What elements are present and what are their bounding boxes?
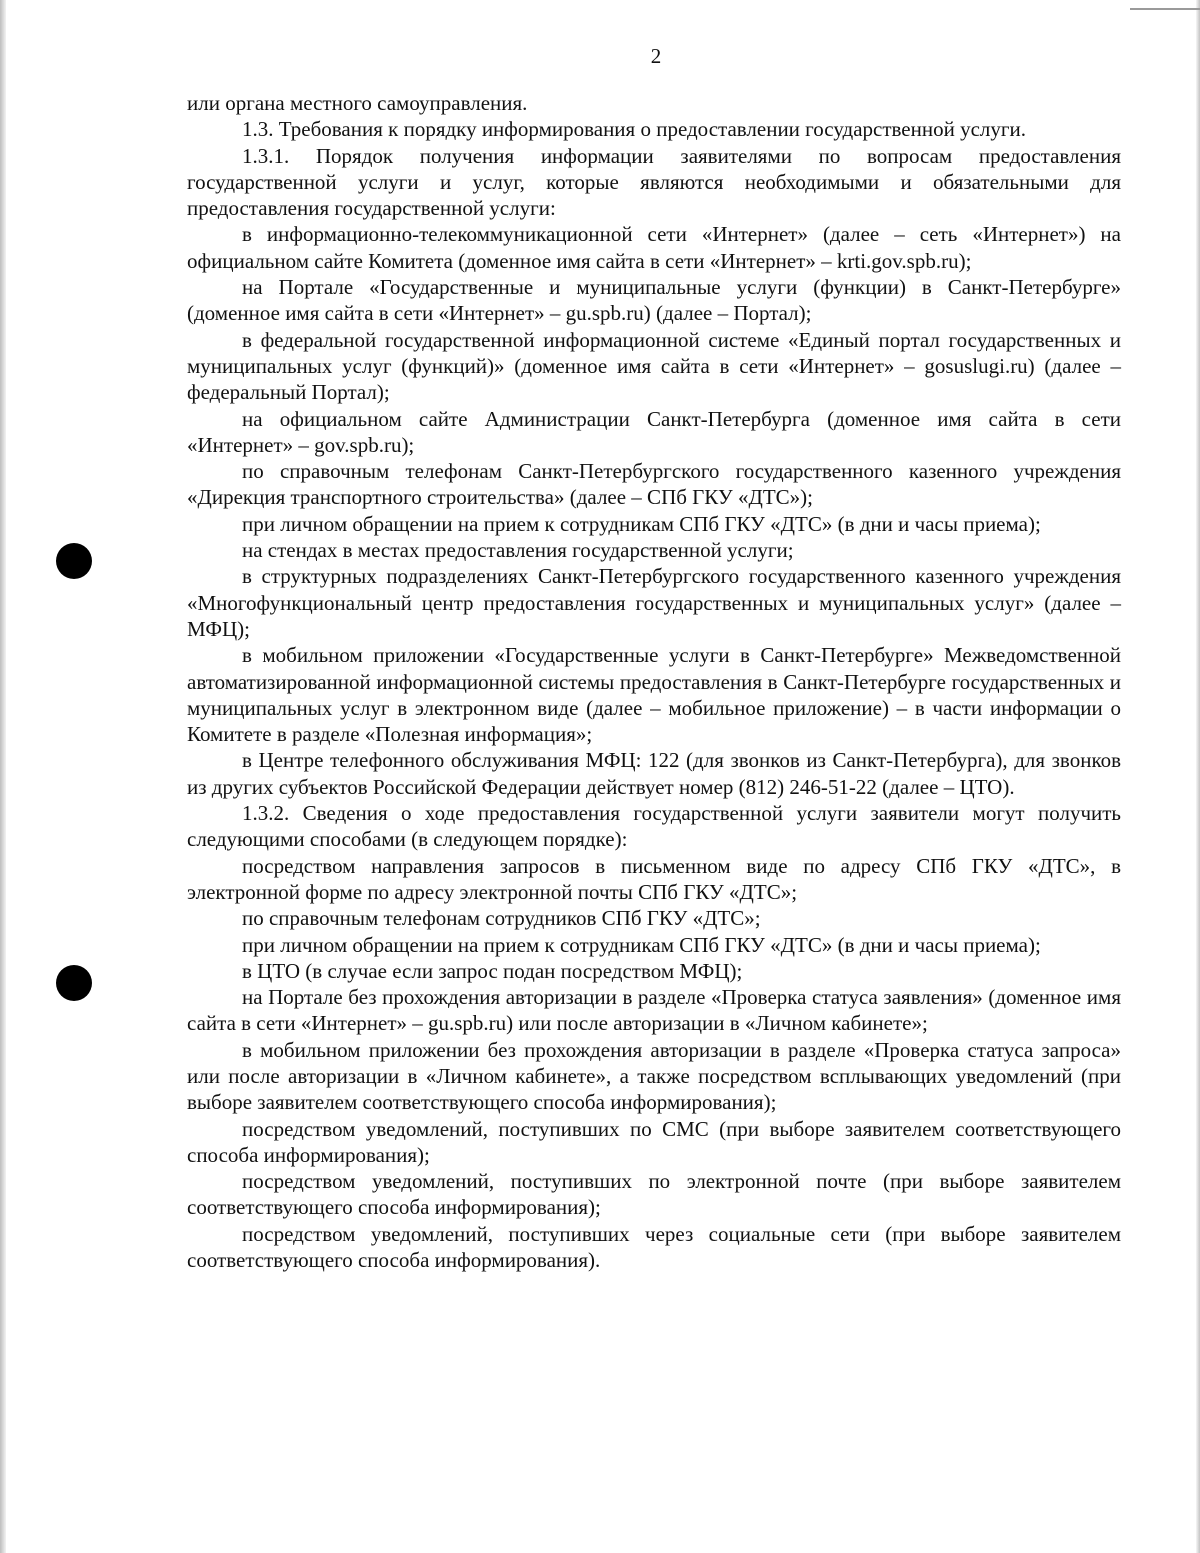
paragraph: в Центре телефонного обслуживания МФЦ: 122 (для звонков из Санкт-Петербурга), для звонков из других субъектов Российской Федерации действует номер (812) 246-51-22 (далее – ЦТО). [187,748,1121,799]
paragraph: посредством уведомлений, поступивших по СМС (при выборе заявителем соответствующего способа информирования); [187,1116,1121,1167]
scan-edge-left [0,0,6,1553]
paragraph: по справочным телефонам сотрудников СПб ГКУ «ДТС»; [242,906,761,931]
paragraph: в ЦТО (в случае если запрос подан посредством МФЦ); [242,958,743,983]
scan-edge-top [1130,8,1200,10]
paragraph: на Портале «Государственные и муниципальные услуги (функции) в Санкт-Петербурге» (доменное имя сайта в сети «Интернет» – gu.spb.ru) (далее – Портал); [187,275,1121,326]
paragraph: посредством уведомлений, поступивших через социальные сети (при выборе заявителем соответствующего способа информирования). [187,1221,1121,1273]
paragraph: 1.3.1. Порядок получения информации заявителями по вопросам предоставления государственной услуги и услуг, которые являются необходимыми и обязательными для предоставления государственной услуги: [187,143,1121,221]
paragraph: на стендах в местах предоставления государственной услуги; [242,538,794,563]
paragraph: 1.3.2. Сведения о ходе предоставления государственной услуги заявители могут получить следующими способами (в следующем порядке): [187,801,1121,852]
paragraph: в федеральной государственной информационной системе «Единый портал государственных и муниципальных услуг (функций)» (доменное имя сайта в сети «Интернет» – gosuslugi.ru) (далее – федеральный Портал); [187,327,1121,405]
paragraph: или органа местного самоуправления. [187,91,528,115]
paragraph: при личном обращении на прием к сотрудникам СПб ГКУ «ДТС» (в дни и часы приема); [242,932,1041,957]
punch-hole-upper [56,543,92,579]
paragraph: при личном обращении на прием к сотрудникам СПб ГКУ «ДТС» (в дни и часы приема); [242,511,1041,536]
paragraph: посредством уведомлений, поступивших по электронной почте (при выборе заявителем соответствующего способа информирования); [187,1169,1121,1220]
paragraph: в мобильном приложении «Государственные услуги в Санкт-Петербурге» Межведомственной автоматизированной информационной системы предоставления в Санкт-Петербурге государственных и муниципальных услуг в электронном виде (далее – мобильное приложение) – в части информации о Комитете в разделе «Полезная информация»; [187,643,1121,747]
paragraph: посредством направления запросов в письменном виде по адресу СПб ГКУ «ДТС», в электронной форме по адресу электронной почты СПб ГКУ «ДТС»; [187,853,1121,904]
paragraph: на Портале без прохождения авторизации в разделе «Проверка статуса заявления» (доменное имя сайта в сети «Интернет» – gu.spb.ru) или после авторизации в «Личном кабинете»; [187,985,1121,1036]
paragraph: в структурных подразделениях Санкт-Петербургского государственного казенного учреждения «Многофункциональный центр предоставления государственных и муниципальных услуг» (далее – МФЦ); [187,564,1121,641]
paragraph: 1.3. Требования к порядку информирования о предоставлении государственной услуги. [242,117,1026,142]
paragraph: в информационно-телекоммуникационной сети «Интернет» (далее – сеть «Интернет») на официальном сайте Комитета (доменное имя сайта в сети «Интернет» – krti.gov.spb.ru); [187,222,1121,273]
scan-edge-right [1196,0,1200,1553]
paragraph: по справочным телефонам Санкт-Петербургского государственного казенного учреждения «Дирекция транспортного строительства» (далее – СПб ГКУ «ДТС»); [187,459,1121,510]
paragraph: в мобильном приложении без прохождения авторизации в разделе «Проверка статуса запроса» или после авторизации в «Личном кабинете», а также посредством всплывающих уведомлений (при выборе заявителем соответствующего способа информирования); [187,1037,1121,1115]
paragraph: на официальном сайте Администрации Санкт-Петербурга (доменное имя сайта в сети «Интернет» – gov.spb.ru); [187,406,1121,457]
document-body [187,90,1121,1273]
punch-hole-lower [56,965,92,1001]
page-number: 2 [650,44,662,68]
